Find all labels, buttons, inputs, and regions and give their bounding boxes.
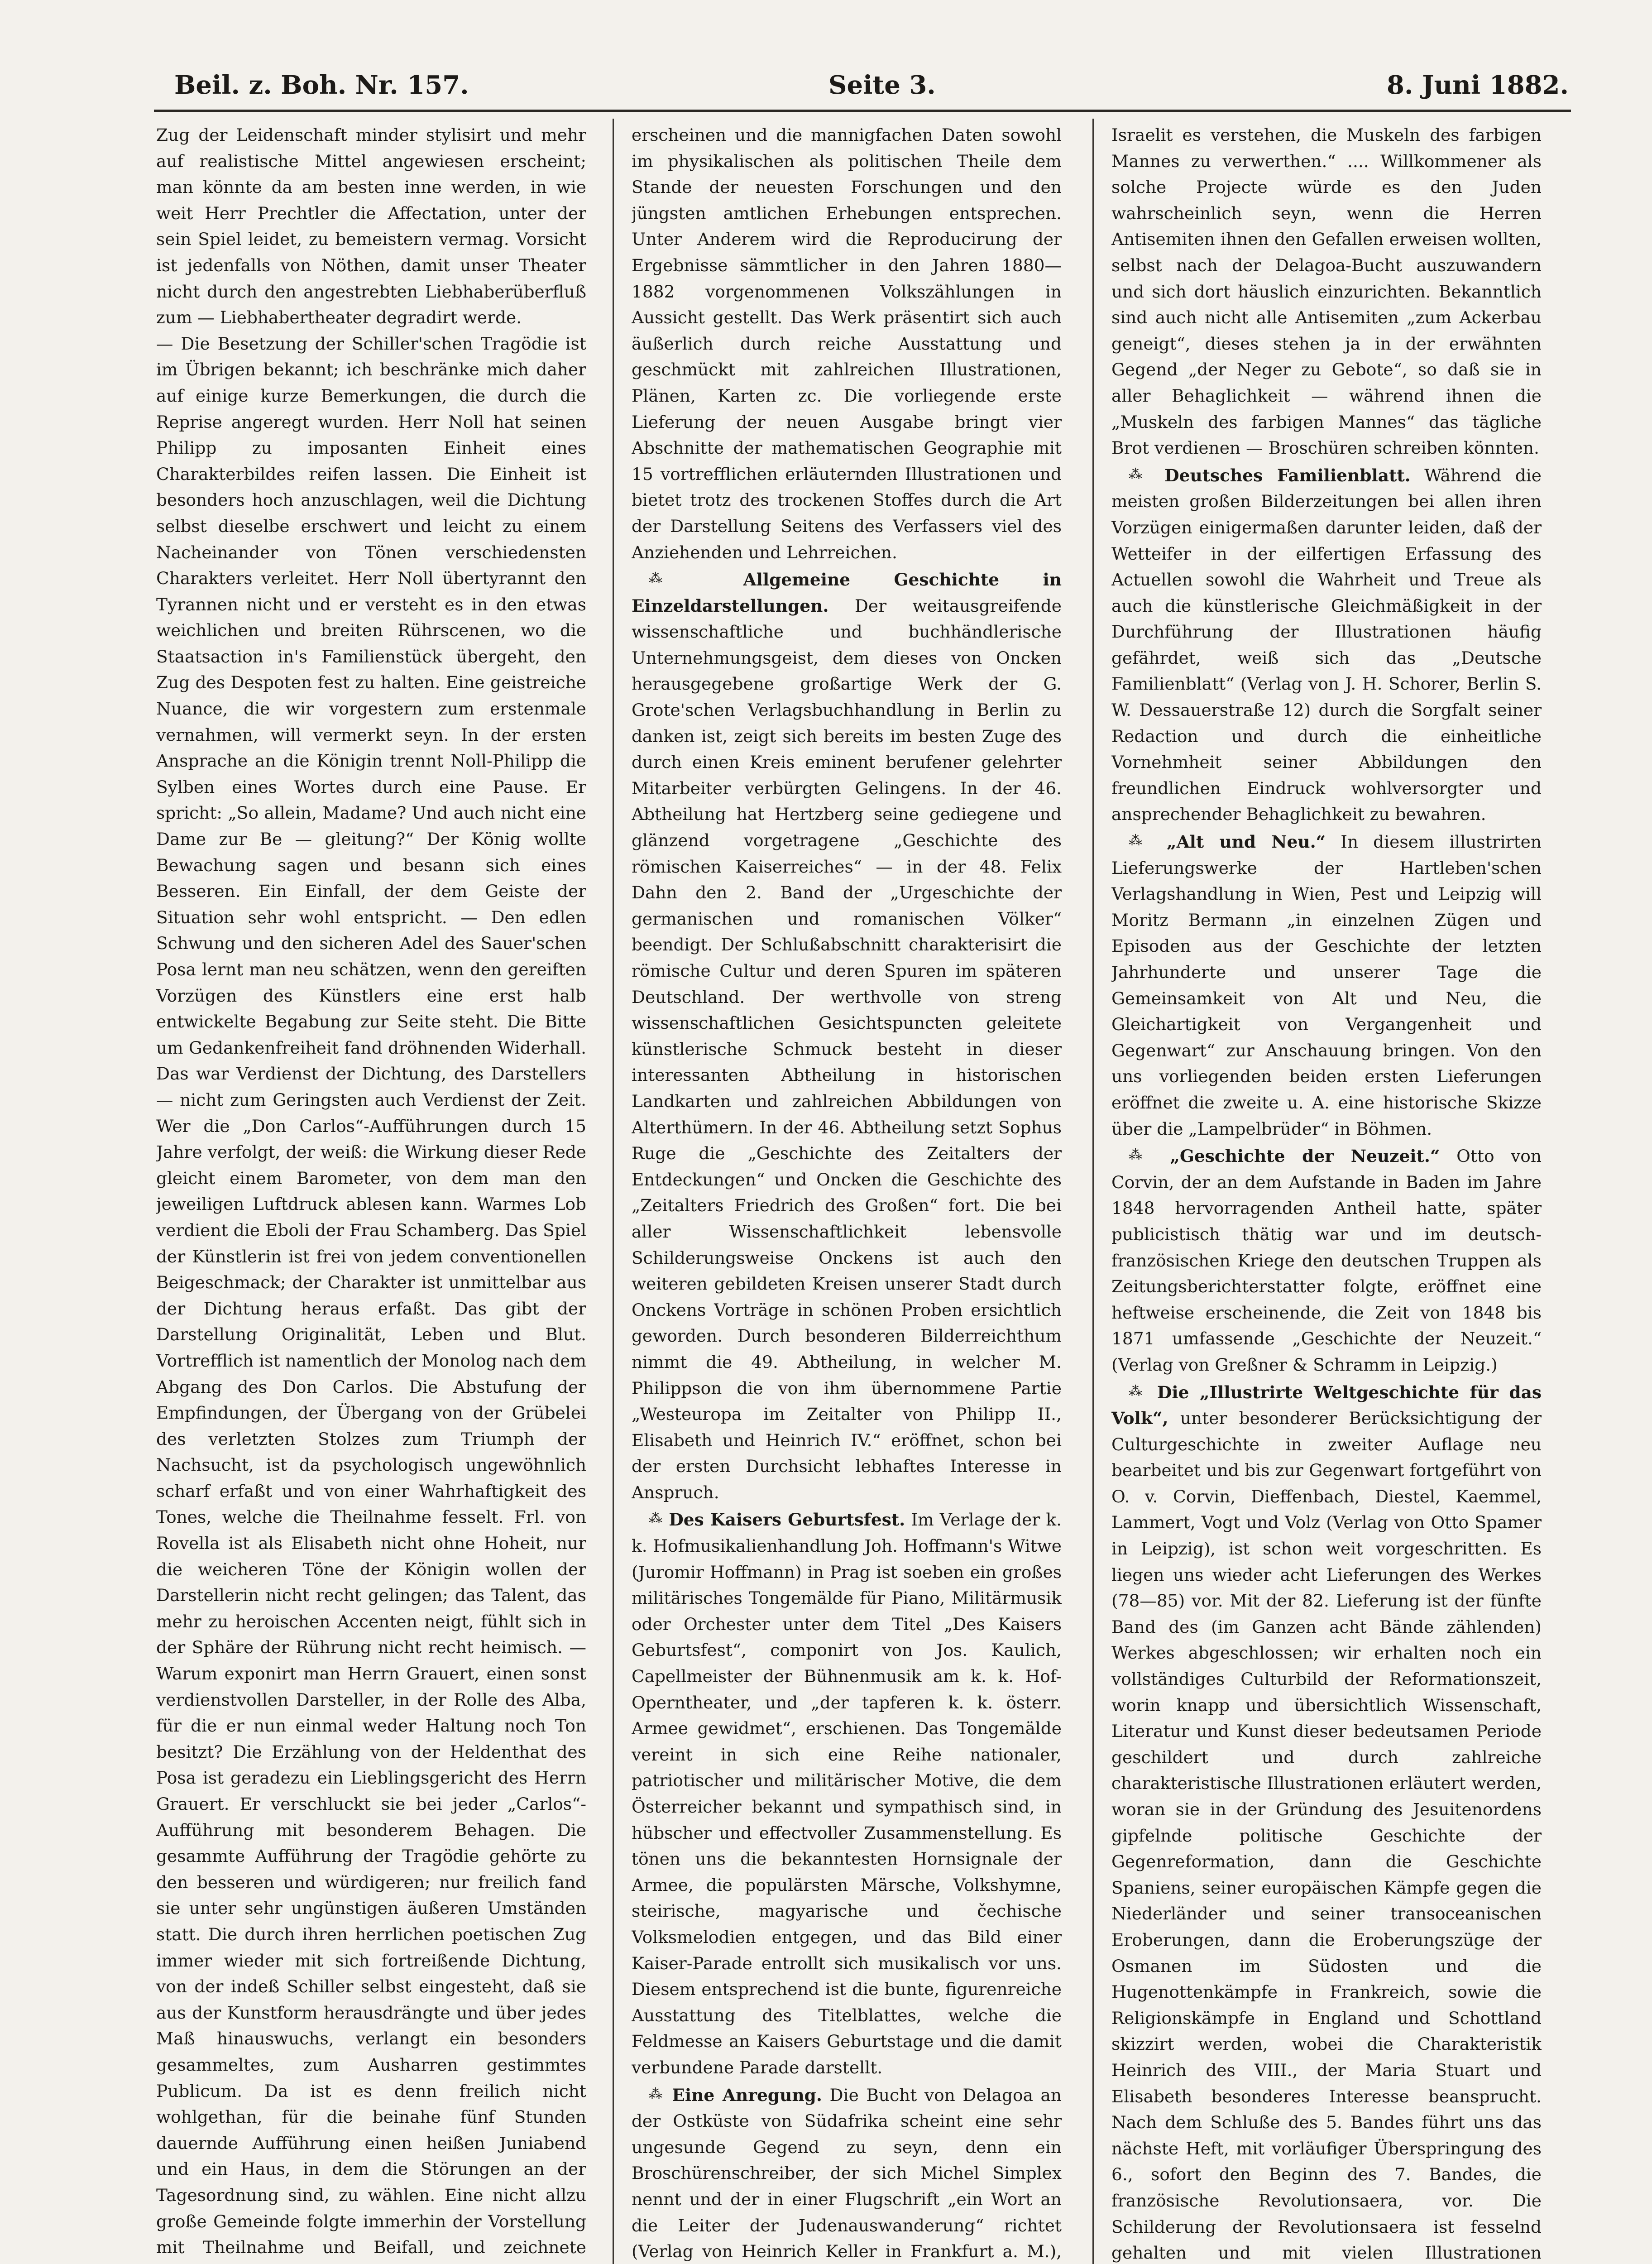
article-text: unter besonderer Berücksichtigung der Culturgeschichte in zweiter Auflage neu bearbeitet und bis zur Gegenwart fortgeführt von O. v. Corvin, Dieffenbach, Diestel, Kaemmel, Lammert, Vogt und Volz (Verlag von Otto Spamer in Leipzig), ist schon weit vorgeschritten. Es liegen uns wieder acht Lieferungen des Werkes (78—85) vor. Mit der 82. Lieferung ist der fünfte Band des (im Ganzen acht Bände zählenden) Werkes abgeschlossen; wir erhalten noch ein vollständiges Culturbild der Reformationszeit, worin knapp und übersichtlich Wissenschaft, Literatur und Kunst dieser bedeutsamen Periode geschildert und durch zahlreiche charakteristische Illustrationen erläutert werden, woran sie in der Gründung des Jesuitenordens gipfelnde politische Geschichte der Gegenreformation, dann die Geschichte Spaniens, seiner europäischen Kämpfe gegen die Niederländer und seiner transoceanischen Eroberungen, dann die Eroberungszüge der Osmanen im Südosten und die Hugenottenkämpfe in Frankreich, sowie die Religionskämpfe in England und Schottland skizzirt werden, wobei die Charakteristik Heinrich des VIII., der Maria Stuart und Elisabeth besonderes Interesse beansprucht. Nach dem Schluße des 5. Bandes führt uns das nächste Heft, mit vorläufiger Überspringung des 6., sofort den Beginn des 7. Bandes, die französische Revolutionsaera, vor. Die Schilderung der Revolutionsaera ist fesselnd gehalten und mit vielen Illustrationen [1111, 1408, 1542, 2263]
article-text: Israelit es verstehen, die Muskeln des farbigen Mannes zu verwerthen.“ .... Willkommener als solche Projecte würde es den Juden wahrscheinlich seyn, wenn die Herren Antisemiten ihnen den Gefallen erweisen wollten, selbst nach der Delagoa-Bucht auszuwandern und sich dort häuslich einzurichten. Bekanntlich sind auch nicht alle Antisemiten „zum Ackerbau geneigt“, dieses stehen ja in der erwähnten Gegend „der Neger zu Gebote“, so daß sie in aller Behaglichkeit — während ihnen die „Muskeln des farbigen Mannes“ das tägliche Brot verdienen — Broschüren schreiben könnten. [1111, 125, 1542, 458]
article-title: „Geschichte der Neuzeit.“ [1170, 1146, 1440, 1166]
article-text: Die Bucht von Delagoa an der Ostküste von Südafrika scheint eine sehr ungesunde Gegend zu seyn, denn ein Broschürenschreiber, der sich Michel Simplex nennt und der in einer Flugschrift „ein Wort an die Leiter der Judenauswanderung“ richtet (Verlag von Heinrich Keller in Frankfurt a. M.), [632, 2085, 1062, 2262]
asterism-icon: ⁂ [1129, 1383, 1147, 1399]
header-rule [154, 110, 1571, 112]
article-title: Des Kaisers Geburtsfest. [669, 1510, 905, 1530]
article-title: „Alt und Neu.“ [1167, 832, 1326, 852]
article-neuzeit [1111, 1142, 1542, 1378]
asterism-icon: ⁂ [649, 571, 700, 587]
article-geschichte [632, 566, 1062, 1506]
issue-label: Beil. z. Boh. Nr. 157. [174, 70, 469, 100]
asterism-icon: ⁂ [1129, 1147, 1154, 1163]
article-text: Otto von Corvin, der an dem Aufstande in Baden im Jahre 1848 hervorragenden Antheil hatte, später publicistisch thätig war und im deutsch-französischen Kriege den deutschen Truppen als Zeitungsberichterstatter folgte, eröffnet eine heftweise erscheinende, die Zeit von 1848 bis 1871 umfassende „Geschichte der Neuzeit.“ (Verlag von Greßner & Schramm in Leipzig.) [1111, 1146, 1542, 1375]
article-text: In diesem illustrirten Lieferungswerke der Hartleben'schen Verlagshandlung in Wien, Pest und Leipzig will Moritz Bermann „in einzelnen Zügen und Episoden aus der Geschichte der letzten Jahrhunderte und unserer Tage die Gemeinsamkeit von Alt und Neu, die Gleichartigkeit von Vergangenheit und Gegenwart“ zur Anschauung bringen. Von den uns vorliegenden beiden ersten Lieferungen eröffnet die zweite u. A. eine historische Skizze über die „Lampelbrüder“ in Böhmen. [1111, 832, 1542, 1139]
article-anregung [632, 2081, 1062, 2264]
article-familienblatt [1111, 461, 1542, 828]
article-text: Der weitausgreifende wissenschaftliche und buchhändlerische Unternehmungsgeist, dem dieses von Oncken herausgegebene großartige Werk der G. Grote'schen Verlagsbuchhandlung in Berlin zu danken ist, zeigt sich bereits im besten Zuge des durch einen Kreis eminent berufener gelehrter Mitarbeiter verbürgten Gelingens. In der 46. Abtheilung hat Hertzberg seine gediegene und glänzend vorgetragene „Geschichte des römischen Kaiserreiches“ — in der 48. Felix Dahn den 2. Band der „Urgeschichte der germanischen und romanischen Völker“ beendigt. Der Schlußabschnitt charakterisirt die römische Cultur und deren Spuren im späteren Deutschland. Der werthvolle von streng wissenschaftlichen Gesichtspuncten geleitete künstlerische Schmuck besteht in dieser interessanten Abtheilung in historischen Landkarten und zahlreichen Abbildungen von Alterthümern. In der 46. Abtheilung setzt Sophus Ruge die „Geschichte des Zeitalters der Entdeckungen“ und Oncken die Geschichte des „Zeitalters Friedrich des Großen“ fort. Die bei aller Wissenschaftlichkeit lebensvolle Schilderungsweise Onckens ist auch den weiteren gebildeten Kreisen unserer Stadt durch Onckens Vorträge in schönen Proben ersichtlich geworden. Durch besonderen Bilderreichthum nimmt die 49. Abtheilung, in welcher M. Philippson die von ihm übernommene Partie „Westeuropa im Zeitalter von Philipp II., Elisabeth und Heinrich IV.“ eröffnet, schon bei der ersten Durchsicht lebhaftes Interesse in Anspruch. [632, 595, 1062, 1502]
column-1 [156, 122, 586, 2264]
article-text: Im Verlage der k. k. Hofmusikalienhandlung Joh. Hoffmann's Witwe (Juromir Hoffmann) in Prag ist soeben ein großes militärisches Tongemälde für Piano, Militärmusik oder Orchester unter dem Titel „Des Kaisers Geburtsfest“, componirt von Jos. Kaulich, Capellmeister der Bühnenmusik am k. k. Hof-Operntheater, und „der tapferen k. k. österr. Armee gewidmet“, erschienen. Das Tongemälde vereint in sich eine Reihe nationaler, patriotischer und militärischer Motive, die dem Österreicher bekannt und sympathisch sind, in hübscher und effectvoller Zusammenstellung. Es tönen uns die bekanntesten Hornsignale der Armee, die populärsten Märsche, Volkshymne, steirische, magyarische und čechische Volksmelodien entgegen, und das Bild einer Kaiser-Parade entrollt sich musikalisch vor uns. Diesem entsprechend ist die bunte, figurenreiche Ausstattung des Titelblattes, welche die Feldmesse an Kaisers Geburtstage und die damit verbundene Parade darstellt. [632, 1510, 1062, 2077]
article-text: Während die meisten großen Bilderzeitungen bei allen ihren Vorzügen einigermaßen darunter leiden, daß der Wetteifer in der eilfertigen Erfassung des Actuellen sowohl die Wahrheit und Treue als auch die künstlerische Gleichmäßigkeit in der Durchführung der Illustrationen häufig gefährdet, weiß sich das „Deutsche Familienblatt“ (Verlag von J. H. Schorer, Berlin S. W. Dessauerstraße 12) durch die Sorgfalt seiner Redaction und durch die einheitliche Vornehmheit seiner Abbildungen den freundlichen Eindruck wohlversorgter und ansprechender Behaglichkeit zu bewahren. [1111, 465, 1542, 825]
asterism-icon: ⁂ [1129, 833, 1152, 849]
column-divider [613, 119, 614, 2264]
asterism-icon: ⁂ [1129, 466, 1151, 482]
column-divider [1092, 119, 1094, 2264]
asterism-icon: ⁂ [649, 2086, 665, 2102]
review-paragraph: — Die Besetzung der Schiller'schen Tragödie ist im Übrigen bekannt; ich beschränke mich daher auf einige kurze Bemerkungen, die durch die Reprise angeregt wurden. Herr Noll hat seinen Philipp zu imposanten Einheit eines Charakterbildes reifen lassen. Die Einheit ist besonders hoch anzuschlagen, weil die Dichtung selbst dieselbe erschwert und leicht zu einem Nacheinander von Tönen verschiedensten Charakters verleitet. Herr Noll übertyrannt den Tyrannen nicht und er versteht es in den etwas weichlichen und breiten Rührscenen, wo die Staatsaction in's Familienstück übergeht, den Zug des Despoten fest zu halten. Eine geistreiche Nuance, die wir vorgestern zum erstenmale vernahmen, will vermerkt seyn. In der ersten Ansprache an die Königin trennt Noll-Philipp die Sylben eines Wortes durch eine Pause. Er spricht: „So allein, Madame? Und auch nicht eine Dame zur Be — gleitung?“ Der König wollte Bewachung sagen und besann sich eines Besseren. Ein Einfall, der dem Geiste der Situation sehr wohl entspricht. — Den edlen Schwung und den sicheren Adel des Sauer'schen Posa lernt man neu schätzen, wenn den gereiften Vorzügen des Künstlers eine erst halb entwickelte Begabung zur Seite steht. Die Bitte um Gedankenfreiheit fand dröhnenden Widerhall. Das war Verdienst der Dichtung, des Darstellers — nicht zum Geringsten auch Verdienst der Zeit. Wer die „Don Carlos“-Aufführungen durch 15 Jahre verfolgt, der weiß: die Wirkung dieser Rede gleicht einem Barometer, von dem man den jeweiligen Luftdruck ablesen kann. Warmes Lob verdient die Eboli der Frau Schamberg. Das Spiel der Künstlerin ist frei von jedem conventionellen Beigeschmack; der Charakter ist unmittelbar aus der Dichtung heraus erfaßt. Das gibt der Darstellung Originalität, Leben und Blut. Vortrefflich ist namentlich der Monolog nach dem Abgang des Don Carlos. Die Abstufung der Empfindungen, der Übergang von der Grübelei des verletzten Stolzes zum Triumph der Nachsucht, ist da psychologisch ungewöhnlich scharf erfaßt und von einer Wahrhaftigkeit des Tones, welche die Theilnahme fesselt. Frl. von Rovella ist als Elisabeth nicht ohne Hoheit, nur die weicheren Töne der Königin wollen der Darstellerin nicht recht gelingen; das Talent, das mehr zu heroischen Accenten neigt, fühlt sich in der Sphäre der Rührung nicht recht heimisch. — Warum exponirt man Herrn Grauert, einen sonst verdienstvollen Darsteller, in der Rolle des Alba, für die er nun einmal weder Haltung noch Ton besitzt? Die Erzählung von der Heldenthat des Posa ist geradezu ein Lieblingsgericht des Herrn Grauert. Er verschluckt sie bei jeder „Carlos“-Aufführung mit besonderem Behagen. Die gesammte Aufführung der Tragödie gehörte zu den besseren und würdigeren; nur freilich fand sie unter sehr ungünstigen äußeren Umständen statt. Die durch ihren herrlichen poetischen Zug immer wieder mit sich fortreißende Dichtung, von der indeß Schiller selbst eingesteht, daß sie aus der Kunstform herausdrängte und über jedes Maß hinauswuchs, verlangt ein besonders gesammeltes, zum Ausharren gestimmtes Publicum. Da ist es denn freilich nicht wohlgethan, für die beinahe fünf Stunden dauernde Aufführung einen heißen Juniabend und ein Haus, in dem die Störungen an der Tagesordnung sind, zu wählen. Eine nicht allzu große Gemeinde folgte immerhin der Vorstellung mit Theilnahme und Beifall, und zeichnete [156, 333, 586, 2258]
article-text: erscheinen und die mannigfachen Daten sowohl im physikalischen als politischen Theile dem Stande der neuesten Forschungen und den jüngsten amtlichen Erhebungen entsprechen. Unter Anderem wird die Reproducirung der Ergebnisse sämmtlicher in den Jahren 1880—1882 vorgenommenen Volkszählungen in Aussicht gestellt. Das Werk präsentirt sich auch äußerlich durch reiche Ausstattung und geschmückt mit zahlreichen Illustrationen, Plänen, Karten zc. Die vorliegende erste Lieferung der neuen Ausgabe bringt vier Abschnitte der mathematischen Geographie mit 15 vortrefflichen erläuternden Illustrationen und bietet trotz des trockenen Stoffes durch die Art der Darstellung Seitens des Verfassers viel des Anziehenden und Lehrreichen. [632, 125, 1062, 562]
article-title: Die „Illustrirte Weltgeschichte für das Volk“, [1111, 1382, 1542, 1429]
article-title: Eine Anregung. [672, 2085, 822, 2105]
asterism-icon: ⁂ [649, 1511, 663, 1527]
page-header [174, 70, 1569, 106]
article-weltgeschichte [1111, 1378, 1542, 2264]
column-2 [632, 122, 1062, 2264]
article-kaiser [632, 1506, 1062, 2081]
article-title: Deutsches Familienblatt. [1164, 465, 1411, 485]
article-title: Allgemeine Geschichte in Einzeldarstellungen. [632, 570, 1062, 616]
issue-date: 8. Juni 1882. [1386, 70, 1569, 100]
article-altneu [1111, 828, 1542, 1142]
review-paragraph: Zug der Leidenschaft minder stylisirt und mehr auf realistische Mittel angewiesen erscheint; man könnte da am besten inne werden, in wie weit Herr Prechtler die Affectation, unter der sein Spiel leidet, zu bemeistern vermag. Vorsicht ist jedenfalls von Nöthen, damit unser Theater nicht durch den angestrebten Liebhaberüberfluß zum — Liebhabertheater degradirt werde. [156, 125, 586, 328]
column-3 [1111, 122, 1542, 2264]
page-number: Seite 3. [828, 70, 936, 100]
